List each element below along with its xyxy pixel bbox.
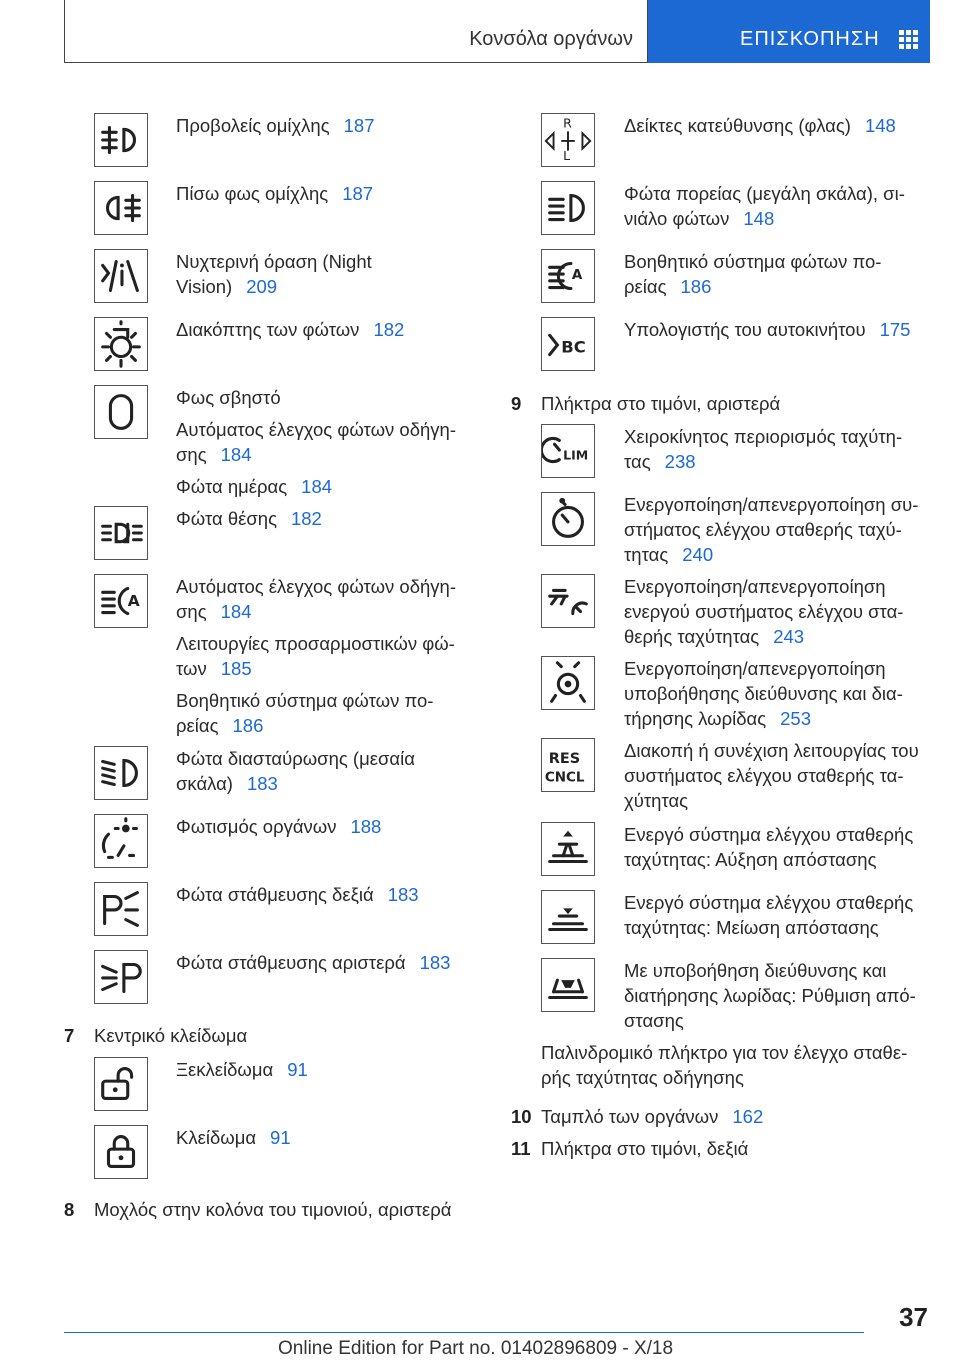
text-line (176, 1125, 291, 1150)
item-text (176, 1125, 291, 1150)
text-line (624, 847, 913, 872)
lights-off-icon (94, 385, 148, 439)
header-tab-label: ΕΠΙΣΚΟΠΗΣΗ (740, 28, 880, 50)
text-line (624, 249, 881, 274)
item-label: Ενεργοποίηση/απενεργοποίηση (624, 576, 886, 597)
item-label: Φως σβηστό (176, 387, 281, 408)
high-beam-icon (541, 181, 595, 235)
text-line (624, 542, 918, 567)
svg-text:RES: RES (548, 751, 581, 768)
header-section-title: Κονσόλα οργάνων (469, 28, 633, 50)
rear-fog-light-icon (94, 181, 148, 235)
item-label: Φώτα ημέρας (176, 476, 288, 497)
item-text (176, 882, 419, 907)
svg-text:A: A (127, 591, 140, 610)
item-text (176, 950, 450, 975)
text-line (176, 688, 456, 713)
item-label: Προβολείς ομίχλης (176, 115, 330, 136)
item-text (624, 574, 903, 649)
text-line (624, 890, 913, 915)
steering-assist-icon (541, 656, 595, 710)
item-text (624, 181, 905, 231)
text-line (624, 788, 919, 813)
footer-edition: Online Edition for Part no. 01402896809 - X/18 (278, 1338, 674, 1359)
text-line (176, 385, 456, 410)
text-line (624, 763, 919, 788)
section-9-title: Πλήκτρα στο τιμόνι, αριστερά (541, 393, 781, 414)
distance-decrease-icon (541, 890, 595, 944)
section-10-number: 10 (511, 1106, 532, 1127)
page-link[interactable]: 182 (373, 319, 405, 340)
page-link[interactable]: 188 (350, 816, 382, 837)
text-line (176, 1057, 308, 1082)
text-line (624, 181, 905, 206)
paragraph-gap (176, 624, 456, 631)
text-line (176, 656, 456, 681)
item-label: ρείας (176, 715, 219, 736)
page-link[interactable]: 187 (342, 183, 374, 204)
text-line (176, 771, 415, 796)
item-label: ταχύτητας: Μείωση απόστασης (624, 917, 879, 938)
item-label: Κλείδωμα (176, 1127, 257, 1148)
text-line (624, 624, 903, 649)
text-line (176, 181, 373, 206)
text-line (624, 706, 903, 731)
bc-icon (541, 317, 595, 371)
item-label: Ενεργοποίηση/απενεργοποίηση (624, 658, 886, 679)
front-fog-light-icon (94, 113, 148, 167)
item-label: χύτητας (624, 790, 689, 811)
item-label: Ενεργοποίηση/απενεργοποίηση συ- (624, 494, 919, 515)
item-label: σκάλα) (176, 773, 233, 794)
page-link[interactable]: 186 (680, 276, 712, 297)
text-line (176, 274, 372, 299)
item-label: Φωτισμός οργάνων (176, 816, 337, 837)
item-label: Ενεργό σύστημα ελέγχου σταθερής (624, 892, 914, 913)
text-line (176, 574, 456, 599)
text-line (624, 599, 903, 624)
section-11-title: Πλήκτρα στο τιμόνι, δεξιά (541, 1138, 749, 1159)
text-line (176, 950, 450, 975)
page-link[interactable]: 182 (290, 508, 322, 529)
item-label: των (176, 658, 207, 679)
item-text (176, 181, 373, 206)
item-text (176, 385, 456, 499)
paragraph-gap (176, 467, 456, 474)
item-label: θερής ταχύτητας (624, 626, 760, 647)
item-label: νιάλο φώτων (624, 208, 730, 229)
item-label: Βοηθητικό σύστημα φώτων πο- (624, 251, 882, 272)
text-line (176, 631, 456, 656)
text-line (176, 442, 456, 467)
item-label: Υπολογιστής του αυτοκινήτου (624, 319, 866, 340)
parking-light-right-icon (94, 882, 148, 936)
item-label: Φώτα στάθμευσης δεξιά (176, 884, 374, 905)
item-label: σης (176, 601, 207, 622)
item-label: Διακόπτης των φώτων (176, 319, 360, 340)
text-line (176, 506, 322, 531)
cruise-control-icon (541, 492, 595, 546)
item-text (176, 814, 381, 839)
page-link[interactable]: 183 (246, 773, 278, 794)
high-beam-assist-icon (541, 249, 595, 303)
item-label: Πίσω φως ομίχλης (176, 183, 329, 204)
item-label: Βοηθητικό σύστημα φώτων πο- (176, 690, 434, 711)
page-header (64, 0, 930, 64)
text-line (624, 206, 905, 231)
item-label: Αυτόματος έλεγχος φώτων οδήγη- (176, 576, 456, 597)
active-cruise-icon (541, 574, 595, 628)
item-text (624, 249, 881, 299)
item-label: Χειροκίνητος περιορισμός ταχύτη- (624, 426, 903, 447)
parking-light-left-icon (94, 950, 148, 1004)
item-label: Ενεργό σύστημα ελέγχου σταθερής (624, 824, 914, 845)
text-line (176, 249, 372, 274)
page-link[interactable]: 185 (220, 658, 252, 679)
item-label: Λειτουργίες προσαρμοστικών φώ- (176, 633, 455, 654)
item-label: Φώτα πορείας (μεγάλη σκάλα), σι- (624, 183, 905, 204)
night-vision-icon (94, 249, 148, 303)
paragraph-gap (176, 681, 456, 688)
item-label: σης (176, 444, 207, 465)
parking-lights-icon (94, 506, 148, 560)
item-label: Διακοπή ή συνέχιση λειτουργίας του (624, 740, 919, 761)
page-link[interactable]: 240 (682, 544, 714, 565)
text-line (176, 713, 456, 738)
item-text (176, 249, 372, 299)
text-line (624, 113, 896, 138)
text-line (624, 1008, 916, 1033)
item-text (176, 1057, 308, 1082)
item-label: διατήρησης λωρίδας: Ρύθμιση από- (624, 985, 916, 1006)
item-label: υποβοήθησης διεύθυνσης και δια- (624, 683, 903, 704)
item-label: τητας (624, 544, 669, 565)
page-link[interactable]: 243 (773, 626, 805, 647)
section-9-note (541, 1040, 907, 1090)
page-link[interactable]: 184 (220, 601, 252, 622)
page-link[interactable]: 184 (301, 476, 333, 497)
item-label: Ξεκλείδωμα (176, 1059, 274, 1080)
text-line (624, 681, 903, 706)
header-section-box (64, 0, 648, 63)
auto-headlight-icon (94, 574, 148, 628)
text-line (176, 746, 415, 771)
item-text (176, 746, 415, 796)
page-link[interactable]: 209 (246, 276, 278, 297)
item-text (624, 317, 910, 342)
svg-text:BC: BC (561, 337, 586, 357)
text-line (624, 492, 918, 517)
item-label: Φώτα στάθμευσης αριστερά (176, 952, 406, 973)
text-line (624, 656, 903, 681)
page-link[interactable]: 148 (743, 208, 775, 229)
section-7-title: Κεντρικό κλείδωμα (94, 1025, 248, 1046)
section-9-number: 9 (511, 393, 522, 414)
item-text (624, 424, 902, 474)
text-line (176, 882, 419, 907)
text-line (176, 113, 375, 138)
item-text (624, 822, 913, 872)
item-label: ταχύτητας: Αύξηση απόστασης (624, 849, 877, 870)
page-link[interactable]: 184 (220, 444, 252, 465)
section-11-number: 11 (511, 1138, 531, 1159)
text-line (624, 915, 913, 940)
item-text (624, 890, 913, 940)
item-text (176, 574, 456, 738)
text-line (624, 317, 910, 342)
page-link[interactable]: 175 (879, 319, 911, 340)
page-link[interactable]: 187 (343, 115, 375, 136)
item-text (176, 317, 404, 342)
item-text (624, 492, 918, 567)
item-text (176, 506, 322, 531)
unlock-icon (94, 1057, 148, 1111)
text-line (624, 983, 916, 1008)
page-link[interactable]: 238 (664, 451, 696, 472)
paragraph-gap (176, 410, 456, 417)
note-line-1: Παλινδρομικό πλήκτρο για τον έλεγχο σταθε- (541, 1042, 908, 1063)
section-10-page-link[interactable]: 162 (732, 1106, 764, 1127)
page-link[interactable]: 186 (232, 715, 264, 736)
page-link[interactable]: 253 (780, 708, 812, 729)
svg-text:L: L (563, 148, 571, 164)
light-switch-icon (94, 317, 148, 371)
item-text (176, 113, 375, 138)
svg-text:LIM: LIM (563, 447, 589, 463)
section-8-title: Μοχλός στην κολόνα του τιμονιού, αριστερά (94, 1199, 452, 1220)
distance-increase-icon (541, 822, 595, 876)
item-text (624, 738, 919, 813)
text-line (176, 474, 456, 499)
instrument-lighting-icon (94, 814, 148, 868)
header-tab[interactable] (648, 0, 930, 63)
svg-text:A: A (571, 266, 583, 283)
item-label: τήρησης λωρίδας (624, 708, 767, 729)
svg-text:CNCL: CNCL (544, 769, 585, 786)
text-line (624, 274, 881, 299)
item-label: Με υποβοήθηση διεύθυνσης και (624, 960, 887, 981)
text-line (624, 424, 902, 449)
item-label: Αυτόματος έλεγχος φώτων οδήγη- (176, 419, 456, 440)
item-label: στασης (624, 1010, 684, 1031)
page-link[interactable]: 91 (270, 1127, 291, 1148)
distance-adjust-icon (541, 958, 595, 1012)
lock-icon (94, 1125, 148, 1179)
low-beam-icon (94, 746, 148, 800)
item-label: Φώτα θέσης (176, 508, 277, 529)
text-line (176, 599, 456, 624)
note-line-2: ρής ταχύτητας οδήγησης (541, 1067, 744, 1088)
item-label: στήματος ελέγχου σταθερής ταχύ- (624, 519, 902, 540)
item-label: ρείας (624, 276, 667, 297)
item-label: Vision) (176, 276, 233, 297)
section-10-label: Ταμπλό των οργάνων (541, 1106, 719, 1127)
text-line (176, 814, 381, 839)
text-line (624, 738, 919, 763)
turn-signal-icon (541, 113, 595, 167)
footer-divider (64, 1332, 864, 1333)
text-line (624, 958, 916, 983)
page-link[interactable]: 91 (287, 1059, 308, 1080)
section-8-number: 8 (64, 1199, 75, 1220)
page-link[interactable]: 148 (864, 115, 896, 136)
page-link[interactable]: 183 (387, 884, 419, 905)
section-10-title (541, 1104, 763, 1129)
item-label: Φώτα διασταύρωσης (μεσαία (176, 748, 415, 769)
page-number: 37 (899, 1302, 928, 1332)
item-text (624, 656, 903, 731)
item-label: Δείκτες κατεύθυνσης (φλας) (624, 115, 851, 136)
text-line (176, 317, 404, 342)
item-label: συστήματος ελέγχου σταθερής τα- (624, 765, 904, 786)
text-line (176, 417, 456, 442)
section-7-number: 7 (64, 1025, 75, 1046)
text-line (624, 822, 913, 847)
item-label: τας (624, 451, 651, 472)
item-text (624, 113, 896, 138)
grid-icon (899, 30, 919, 50)
item-label: ενεργού συστήματος ελέγχου στα- (624, 601, 904, 622)
item-label: Νυχτερινή όραση (Night (176, 251, 372, 272)
svg-text:R: R (563, 115, 572, 131)
page-link[interactable]: 183 (419, 952, 451, 973)
text-line (624, 517, 918, 542)
text-line (624, 449, 902, 474)
item-text (624, 958, 916, 1033)
res-cncl-icon (541, 738, 595, 792)
speed-limiter-icon (541, 424, 595, 478)
text-line (624, 574, 903, 599)
